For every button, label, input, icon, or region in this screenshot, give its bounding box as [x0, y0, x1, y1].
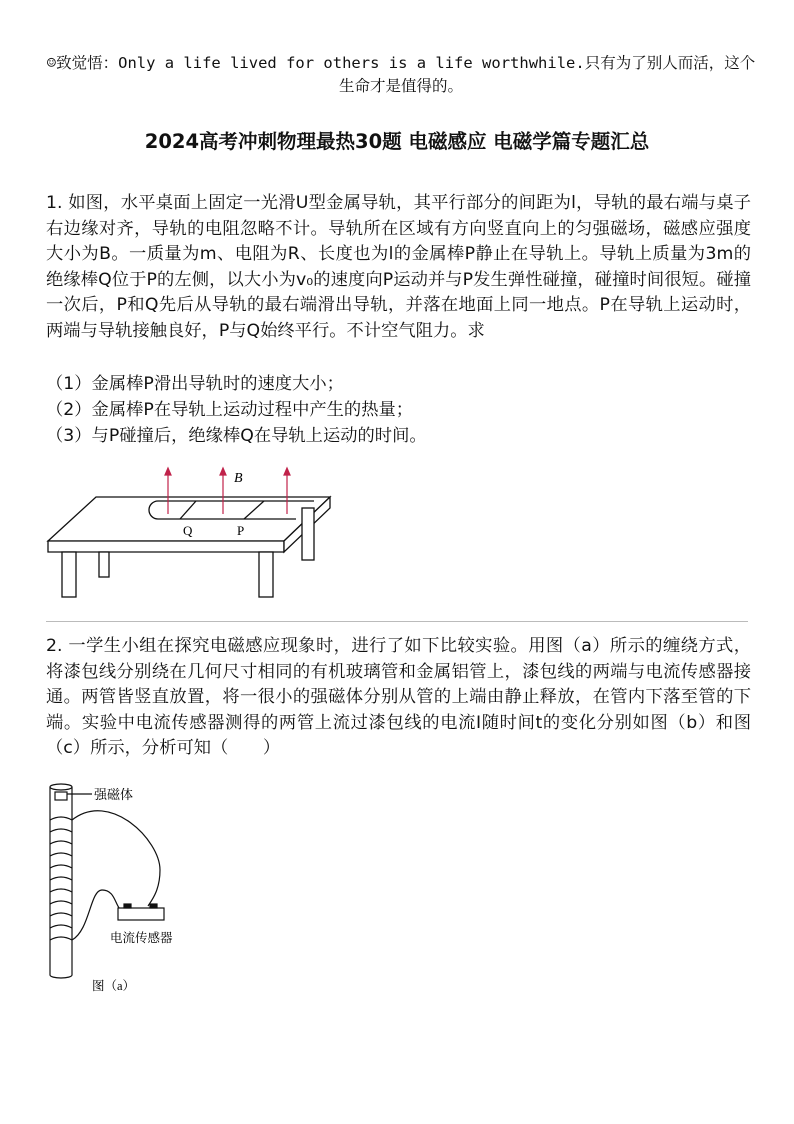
question-1-sub-1: （1）金属棒P滑出导轨时的速度大小；: [46, 374, 344, 394]
label-b: B: [234, 471, 243, 486]
current-sensor: [118, 908, 164, 920]
tube-top: [50, 784, 72, 790]
table-leg: [62, 552, 76, 597]
sensor-terminal: [150, 904, 157, 908]
question-2-text: 2. 一学生小组在探究电磁感应现象时，进行了如下比较实验。用图（a）所示的缠绕方式，将漆包线分别绕在几何尺寸相同的有机玻璃管和金属铝管上，漆包线的两端与电流传感器接通。两管皆竖直放置，将一很小的强磁体分别从管的上端由静止释放，在管内下落至管的下端。实验中电流传感器测得的两管上流过漆包线的电流I随时间t的变化分别如图（b）和图（c）所示，分析可知（ ）: [46, 636, 751, 759]
table-leg: [302, 508, 314, 560]
tube-bottom: [50, 975, 72, 978]
motto-header: ☺致觉悟：Only a life lived for others is a life worthwhile.只有为了别人而活，这个生命才是值得的。: [46, 54, 756, 95]
question-1-sub-3: （3）与P碰撞后，绝缘棒Q在导轨上运动的时间。: [46, 426, 427, 446]
page-title: 2024高考冲刺物理最热30题 电磁感应 电磁学篇专题汇总: [144, 130, 650, 153]
label-q: Q: [183, 523, 193, 538]
sensor-terminal: [124, 904, 131, 908]
question-1-text: 1. 如图，水平桌面上固定一光滑U型金属导轨，其平行部分的间距为l，导轨的最右端与桌子右边缘对齐，导轨的电阻忽略不计。导轨所在区域有方向竖直向上的匀强磁场，磁感应强度大小为B。一质量为m、电阻为R、长度也为l的金属棒P静止在导轨上。导轨上质量为3m的绝缘棒Q位于P的左侧，以大小为v₀的速度向P运动并与P发生弹性碰撞，碰撞时间很短。碰撞一次后，P和Q先后从导轨的最右端滑出导轨，并落在地面上同一地点。P在导轨上运动时，两端与导轨接触良好，P与Q始终平行。不计空气阻力。求: [46, 193, 751, 341]
magnet: [55, 792, 67, 800]
label-magnet: 强磁体: [94, 787, 134, 802]
table-leg: [99, 552, 109, 577]
table-front-edge: [48, 541, 284, 552]
wire-top: [72, 811, 160, 906]
label-p: P: [237, 523, 245, 538]
coil: [50, 817, 72, 940]
tube-coil-figure: [40, 780, 210, 1000]
question-1-sub-2: （2）金属棒P在导轨上运动过程中产生的热量；: [46, 400, 414, 420]
section-divider: [46, 621, 748, 622]
figure-caption: 图（a）: [92, 979, 136, 993]
table-rail-figure: [44, 464, 334, 604]
label-sensor: 电流传感器: [110, 931, 173, 945]
table-leg: [259, 552, 273, 597]
